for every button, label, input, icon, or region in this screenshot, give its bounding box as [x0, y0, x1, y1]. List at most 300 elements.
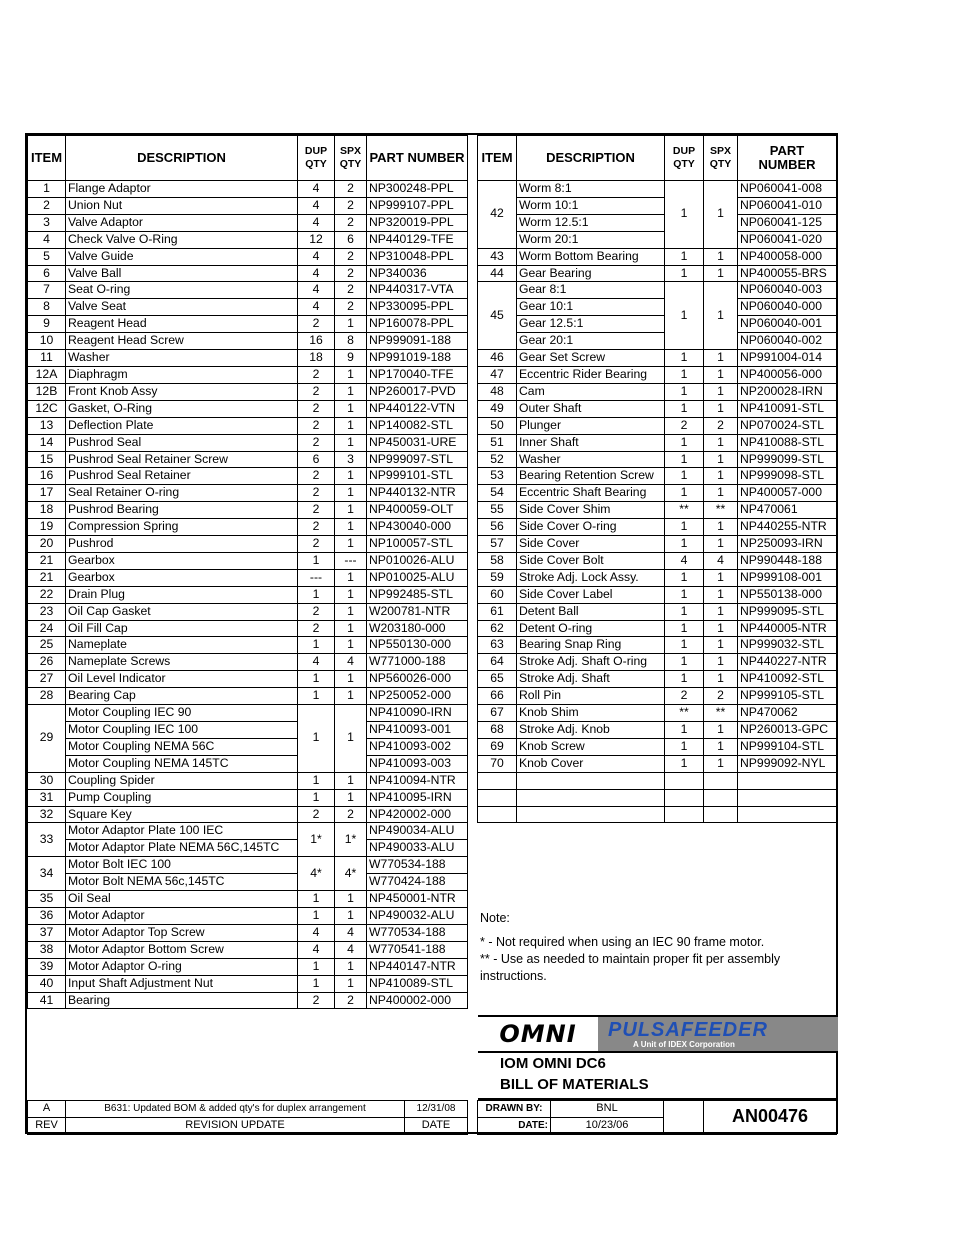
col-dup-header: DUP QTY — [665, 136, 704, 181]
spx-qty-cell: 2 — [335, 197, 367, 214]
spx-qty-cell: 1 — [335, 366, 367, 383]
date-label: DATE: — [478, 1117, 551, 1134]
table-row — [28, 502, 468, 519]
spx-qty-cell: 4 — [335, 654, 367, 671]
table-row — [28, 772, 468, 789]
table-row — [28, 197, 468, 214]
table-row — [28, 907, 468, 924]
drawn-by-value: BNL — [551, 1101, 664, 1118]
rev-date: 12/31/08 — [405, 1101, 468, 1118]
item-cell: 59 — [478, 569, 517, 586]
description-cell: Square Key — [66, 806, 298, 823]
table-row — [478, 468, 837, 485]
blank-row — [478, 772, 837, 789]
part-number-cell: NP999095-STL — [738, 603, 837, 620]
item-cell: 19 — [28, 519, 66, 536]
dup-qty-cell: 4 — [665, 552, 704, 569]
table-row — [478, 350, 837, 367]
spx-qty-cell: 1 — [704, 637, 738, 654]
description-cell: Check Valve O-Ring — [66, 231, 298, 248]
description-cell: Valve Ball — [66, 265, 298, 282]
dup-qty-cell: 2 — [298, 468, 335, 485]
item-cell: 62 — [478, 620, 517, 637]
dup-qty-cell: ** — [665, 705, 704, 722]
spx-qty-cell: 1 — [335, 468, 367, 485]
spx-qty-cell: ** — [704, 502, 738, 519]
rev-label: REV — [28, 1117, 66, 1134]
spx-qty-cell: 1 — [704, 248, 738, 265]
table-row — [478, 316, 837, 333]
description-cell: Union Nut — [66, 197, 298, 214]
description-cell: Gear 8:1 — [517, 282, 665, 299]
table-row — [28, 705, 468, 722]
dup-qty-cell: 1 — [665, 451, 704, 468]
part-number-cell: NP400055-BRS — [738, 265, 837, 282]
dup-qty-cell: 4 — [298, 197, 335, 214]
dup-qty-cell: 2 — [665, 417, 704, 434]
table-row — [28, 941, 468, 958]
table-row — [28, 874, 468, 891]
part-number-cell: NP320019-PPL — [367, 214, 468, 231]
dup-qty-cell: 1 — [665, 181, 704, 249]
part-number-cell: NP440317-VTA — [367, 282, 468, 299]
item-cell: 14 — [28, 434, 66, 451]
spx-qty-cell: 1 — [704, 671, 738, 688]
spx-qty-cell: 1 — [704, 620, 738, 637]
item-cell: 17 — [28, 485, 66, 502]
table-row — [28, 316, 468, 333]
part-number-cell: NP490033-ALU — [367, 840, 468, 857]
item-cell: 29 — [28, 705, 66, 773]
description-cell: Pushrod Bearing — [66, 502, 298, 519]
table-row — [28, 383, 468, 400]
table-row — [28, 637, 468, 654]
part-number-cell: NP260017-PVD — [367, 383, 468, 400]
blank-cell — [704, 806, 738, 823]
rev-value: A — [28, 1101, 66, 1118]
item-cell: 28 — [28, 688, 66, 705]
spx-qty-cell: 1 — [704, 485, 738, 502]
doc-title: IOM OMNI DC6 — [500, 1055, 606, 1072]
spx-qty-cell: 1 — [335, 434, 367, 451]
dup-qty-cell: 4 — [298, 181, 335, 198]
blank-cell — [704, 772, 738, 789]
item-cell: 35 — [28, 891, 66, 908]
dup-qty-cell: 4 — [298, 214, 335, 231]
item-cell: 57 — [478, 536, 517, 553]
bom-sheet — [25, 133, 838, 1134]
description-cell: Oil Level Indicator — [66, 671, 298, 688]
spx-qty-cell: 1 — [335, 519, 367, 536]
table-row — [478, 569, 837, 586]
dup-qty-cell: 4 — [298, 282, 335, 299]
table-row — [28, 755, 468, 772]
dup-qty-cell: 4 — [298, 299, 335, 316]
spx-qty-cell: 1 — [335, 485, 367, 502]
spx-qty-cell: 1 — [335, 502, 367, 519]
table-row — [28, 620, 468, 637]
description-cell: Valve Seat — [66, 299, 298, 316]
description-cell: Side Cover — [517, 536, 665, 553]
description-cell: Motor Coupling IEC 100 — [66, 722, 298, 739]
item-cell: 26 — [28, 654, 66, 671]
item-cell: 25 — [28, 637, 66, 654]
table-row — [28, 789, 468, 806]
description-cell: Eccentric Rider Bearing — [517, 366, 665, 383]
description-cell: Inner Shaft — [517, 434, 665, 451]
part-number-cell: NP440129-TFE — [367, 231, 468, 248]
part-number-cell: NP330095-PPL — [367, 299, 468, 316]
spx-qty-cell: 1 — [704, 265, 738, 282]
dup-qty-cell: 16 — [298, 333, 335, 350]
description-cell: Motor Adaptor O-ring — [66, 958, 298, 975]
table-row — [478, 383, 837, 400]
blank-cell — [478, 789, 517, 806]
description-cell: Nameplate — [66, 637, 298, 654]
table-row — [478, 417, 837, 434]
dup-qty-cell: 2 — [298, 485, 335, 502]
part-number-cell: NP991019-188 — [367, 350, 468, 367]
dup-qty-cell: 1 — [665, 755, 704, 772]
description-cell: Gear Set Screw — [517, 350, 665, 367]
table-row — [28, 891, 468, 908]
table-row — [478, 181, 837, 198]
part-number-cell: NP999097-STL — [367, 451, 468, 468]
spx-qty-cell: 1 — [704, 451, 738, 468]
table-row — [478, 366, 837, 383]
item-cell: 8 — [28, 299, 66, 316]
table-row — [478, 333, 837, 350]
table-row — [28, 671, 468, 688]
part-number-cell: W770534-188 — [367, 924, 468, 941]
item-cell: 66 — [478, 688, 517, 705]
table-row — [478, 248, 837, 265]
table-row — [28, 654, 468, 671]
item-cell: 12C — [28, 400, 66, 417]
table-row — [478, 586, 837, 603]
table-row — [28, 958, 468, 975]
description-cell: Valve Adaptor — [66, 214, 298, 231]
part-number-cell: NP999099-STL — [738, 451, 837, 468]
dup-qty-cell: 1 — [298, 586, 335, 603]
description-cell: Oil Fill Cap — [66, 620, 298, 637]
item-cell: 3 — [28, 214, 66, 231]
part-number-cell: NP430040-000 — [367, 519, 468, 536]
item-cell: 40 — [28, 975, 66, 992]
spx-qty-cell: 1 — [704, 603, 738, 620]
description-cell: Stroke Adj. Lock Assy. — [517, 569, 665, 586]
spx-qty-cell: 1 — [335, 789, 367, 806]
dup-qty-cell: 1 — [665, 654, 704, 671]
header-row — [28, 136, 468, 181]
part-number-cell: NP410090-IRN — [367, 705, 468, 722]
description-cell: Worm 20:1 — [517, 231, 665, 248]
blank-cell — [738, 772, 837, 789]
description-cell: Motor Adaptor Plate NEMA 56C,145TC — [66, 840, 298, 857]
part-number-cell: NP060041-008 — [738, 181, 837, 198]
dup-qty-cell: 1 — [298, 637, 335, 654]
description-cell: Roll Pin — [517, 688, 665, 705]
description-cell: Valve Guide — [66, 248, 298, 265]
part-number-cell: NP070024-STL — [738, 417, 837, 434]
spx-qty-cell: 4 — [335, 941, 367, 958]
item-cell: 1 — [28, 181, 66, 198]
part-number-cell: NP400056-000 — [738, 366, 837, 383]
col-dup-header: DUP QTY — [298, 136, 335, 181]
part-number-cell: NP060040-002 — [738, 333, 837, 350]
dup-qty-cell: --- — [298, 569, 335, 586]
description-cell: Worm Bottom Bearing — [517, 248, 665, 265]
part-number-cell: NP060041-020 — [738, 231, 837, 248]
description-cell: Side Cover Shim — [517, 502, 665, 519]
part-number-cell: NP990448-188 — [738, 552, 837, 569]
dup-qty-cell: 4* — [298, 857, 335, 891]
description-cell: Washer — [66, 350, 298, 367]
part-number-cell: NP410088-STL — [738, 434, 837, 451]
part-number-cell: NP450001-NTR — [367, 891, 468, 908]
col-spx-header: SPX QTY — [335, 136, 367, 181]
description-cell: Outer Shaft — [517, 400, 665, 417]
part-number-cell: NP060041-010 — [738, 197, 837, 214]
table-row — [28, 603, 468, 620]
blank-cell — [665, 772, 704, 789]
table-row — [478, 603, 837, 620]
part-number-cell: NP999108-001 — [738, 569, 837, 586]
description-cell: Worm 10:1 — [517, 197, 665, 214]
dup-qty-cell: 1 — [298, 907, 335, 924]
description-cell: Stroke Adj. Shaft — [517, 671, 665, 688]
description-cell: Side Cover Bolt — [517, 552, 665, 569]
dup-qty-cell: 6 — [298, 451, 335, 468]
spx-qty-cell: 1 — [335, 316, 367, 333]
description-cell: Bearing Retention Screw — [517, 468, 665, 485]
description-cell: Input Shaft Adjustment Nut — [66, 975, 298, 992]
drawn-block — [477, 1100, 837, 1135]
part-number-cell: NP440255-NTR — [738, 519, 837, 536]
table-row — [478, 231, 837, 248]
description-cell: Gearbox — [66, 552, 298, 569]
tagline-text: A Unit of IDEX Corporation — [633, 1039, 735, 1049]
rev-update-label: REVISION UPDATE — [66, 1117, 405, 1134]
dup-qty-cell: 1 — [298, 705, 335, 773]
dup-qty-cell: 4 — [298, 248, 335, 265]
description-cell: Detent Ball — [517, 603, 665, 620]
part-number-cell: NP060040-003 — [738, 282, 837, 299]
blank-cell — [517, 772, 665, 789]
table-row — [28, 451, 468, 468]
table-row — [28, 214, 468, 231]
table-row — [28, 823, 468, 840]
table-row — [28, 400, 468, 417]
description-cell: Gear 20:1 — [517, 333, 665, 350]
description-cell: Reagent Head Screw — [66, 333, 298, 350]
part-number-cell: NP260013-GPC — [738, 722, 837, 739]
part-number-cell: NP991004-014 — [738, 350, 837, 367]
spx-qty-cell: 9 — [335, 350, 367, 367]
description-cell: Bearing — [66, 992, 298, 1009]
part-number-cell: NP410093-002 — [367, 738, 468, 755]
col-item-header: ITEM — [28, 136, 66, 181]
spx-qty-cell: 4* — [335, 857, 367, 891]
spx-qty-cell: 1 — [704, 400, 738, 417]
table-row — [478, 620, 837, 637]
table-row — [28, 857, 468, 874]
blank-cell — [738, 789, 837, 806]
item-cell: 16 — [28, 468, 66, 485]
spx-qty-cell: 2 — [335, 282, 367, 299]
part-number-cell: NP250052-000 — [367, 688, 468, 705]
table-row — [28, 688, 468, 705]
description-cell: Coupling Spider — [66, 772, 298, 789]
item-cell: 54 — [478, 485, 517, 502]
header-row — [478, 136, 837, 181]
spx-qty-cell: 1 — [335, 975, 367, 992]
spx-qty-cell: 6 — [335, 231, 367, 248]
table-row — [478, 451, 837, 468]
description-cell: Compression Spring — [66, 519, 298, 536]
company-logo — [478, 1015, 838, 1053]
dup-qty-cell: ** — [665, 502, 704, 519]
part-number-cell: NP170040-TFE — [367, 366, 468, 383]
blank-cell — [517, 789, 665, 806]
item-cell: 5 — [28, 248, 66, 265]
table-row — [28, 468, 468, 485]
item-cell: 21 — [28, 552, 66, 569]
table-row — [28, 265, 468, 282]
dup-qty-cell: 1 — [298, 688, 335, 705]
item-cell: 6 — [28, 265, 66, 282]
table-row — [28, 722, 468, 739]
spx-qty-cell: 1 — [335, 671, 367, 688]
part-number-cell: NP410093-001 — [367, 722, 468, 739]
description-cell: Worm 12.5:1 — [517, 214, 665, 231]
spx-qty-cell: 8 — [335, 333, 367, 350]
part-number-cell: NP400002-000 — [367, 992, 468, 1009]
item-cell: 34 — [28, 857, 66, 891]
table-row — [478, 536, 837, 553]
dup-qty-cell: 1 — [665, 519, 704, 536]
item-cell: 10 — [28, 333, 66, 350]
item-cell: 23 — [28, 603, 66, 620]
table-row — [478, 282, 837, 299]
dup-qty-cell: 4 — [298, 941, 335, 958]
rev-description: B631: Updated BOM & added qty's for duplex arrangement — [66, 1101, 405, 1118]
dup-qty-cell: 2 — [298, 806, 335, 823]
item-cell: 70 — [478, 755, 517, 772]
description-cell: Drain Plug — [66, 586, 298, 603]
part-number-cell: W203180-000 — [367, 620, 468, 637]
dup-qty-cell: 1 — [665, 248, 704, 265]
table-row — [478, 400, 837, 417]
table-row — [478, 214, 837, 231]
notes-heading: Note: — [480, 911, 510, 925]
blank-row — [478, 789, 837, 806]
description-cell: Gearbox — [66, 569, 298, 586]
col-spx-header: SPX QTY — [704, 136, 738, 181]
item-cell: 30 — [28, 772, 66, 789]
table-row — [478, 688, 837, 705]
part-number-cell: NP250093-IRN — [738, 536, 837, 553]
part-number-cell: NP310048-PPL — [367, 248, 468, 265]
item-cell: 37 — [28, 924, 66, 941]
dup-qty-cell: 18 — [298, 350, 335, 367]
part-number-cell: W770541-188 — [367, 941, 468, 958]
part-number-cell: NP400057-000 — [738, 485, 837, 502]
spx-qty-cell: 1 — [335, 891, 367, 908]
part-number-cell: NP410093-003 — [367, 755, 468, 772]
description-cell: Bearing Cap — [66, 688, 298, 705]
spx-qty-cell: 1 — [335, 688, 367, 705]
spx-qty-cell: 2 — [335, 299, 367, 316]
dup-qty-cell: 2 — [298, 620, 335, 637]
doc-subtitle: BILL OF MATERIALS — [500, 1076, 649, 1093]
dup-qty-cell: 1 — [665, 586, 704, 603]
item-cell: 31 — [28, 789, 66, 806]
description-cell: Washer — [517, 451, 665, 468]
spx-qty-cell: 1 — [704, 181, 738, 249]
dup-qty-cell: 2 — [298, 502, 335, 519]
item-cell: 50 — [478, 417, 517, 434]
item-cell: 44 — [478, 265, 517, 282]
part-number-cell: NP060041-125 — [738, 214, 837, 231]
part-number-cell: NP340036 — [367, 265, 468, 282]
description-cell: Nameplate Screws — [66, 654, 298, 671]
dup-qty-cell: 1 — [665, 350, 704, 367]
spx-qty-cell: 4 — [335, 924, 367, 941]
description-cell: Reagent Head — [66, 316, 298, 333]
part-number-cell: NP470061 — [738, 502, 837, 519]
blank-cell — [478, 772, 517, 789]
table-row — [28, 738, 468, 755]
dup-qty-cell: 2 — [298, 519, 335, 536]
spx-qty-cell: 2 — [335, 992, 367, 1009]
dup-qty-cell: 1 — [665, 671, 704, 688]
dup-qty-cell: 12 — [298, 231, 335, 248]
part-number-cell: NP410092-STL — [738, 671, 837, 688]
item-cell: 12B — [28, 383, 66, 400]
table-row — [478, 722, 837, 739]
part-number-cell: NP440005-NTR — [738, 620, 837, 637]
part-number-cell: W200781-NTR — [367, 603, 468, 620]
spx-qty-cell: 1 — [335, 383, 367, 400]
description-cell: Seal Retainer O-ring — [66, 485, 298, 502]
dup-qty-cell: 1 — [665, 400, 704, 417]
description-cell: Side Cover Label — [517, 586, 665, 603]
item-cell: 61 — [478, 603, 517, 620]
table-row — [478, 265, 837, 282]
part-number-cell: NP999101-STL — [367, 468, 468, 485]
description-cell: Cam — [517, 383, 665, 400]
table-row — [478, 637, 837, 654]
spx-qty-cell: 3 — [335, 451, 367, 468]
table-row — [478, 705, 837, 722]
doc-number: AN00476 — [704, 1101, 837, 1135]
description-cell: Motor Adaptor Plate 100 IEC — [66, 823, 298, 840]
table-row — [478, 552, 837, 569]
description-cell: Knob Shim — [517, 705, 665, 722]
spx-qty-cell: 1 — [335, 907, 367, 924]
description-cell: Pushrod — [66, 536, 298, 553]
description-cell: Gear Bearing — [517, 265, 665, 282]
item-cell: 13 — [28, 417, 66, 434]
table-row — [28, 924, 468, 941]
description-cell: Seat O-ring — [66, 282, 298, 299]
blank-cell — [704, 789, 738, 806]
dup-qty-cell: 2 — [298, 434, 335, 451]
description-cell: Gear 10:1 — [517, 299, 665, 316]
item-cell: 65 — [478, 671, 517, 688]
description-cell: Pump Coupling — [66, 789, 298, 806]
